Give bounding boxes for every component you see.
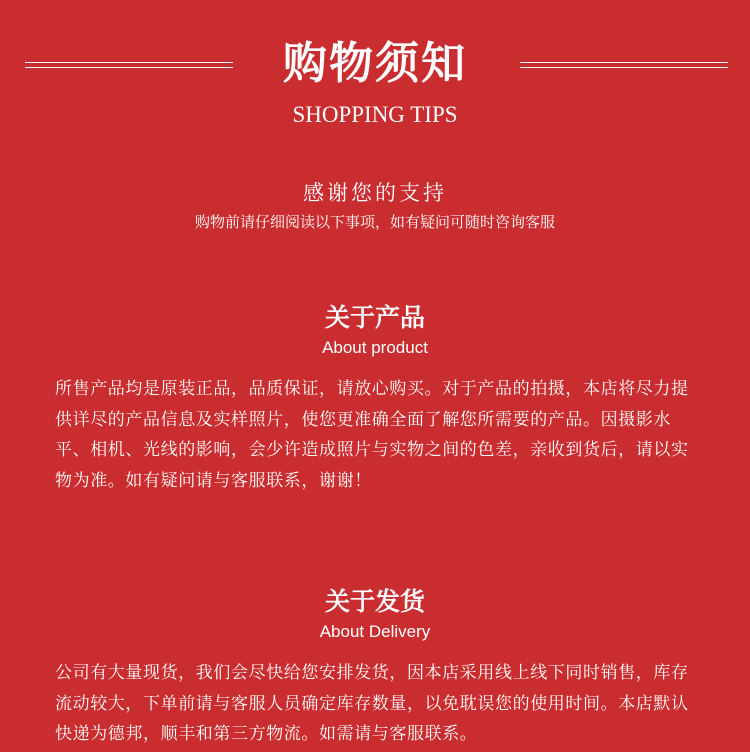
product-title-en: About product [322, 338, 428, 357]
right-divider-lines [520, 62, 728, 68]
product-section [0, 302, 750, 496]
product-title: 关于产品 [324, 303, 425, 332]
product-body: 所售产品均是原装正品，品质保证，请放心购买。对于产品的拍摄，本店将尽力提供详尽的产品信息及实样照片，使您更准确全面了解您所需要的产品。因摄影水平、相机、光线的影响，会少许造成照片与实物之间的色差，亲收到货后，请以实物为准。如有疑问请与客服联系，谢谢！ [55, 379, 689, 491]
delivery-body: 公司有大量现货，我们会尽快给您安排发货，因本店采用线上线下同时销售，库存流动较大，下单前请与客服人员确定库存数量，以免耽误您的使用时间。本店默认快递为德邦，顺丰和第三方物流。如需请与客服联系。 [55, 663, 689, 744]
header [0, 28, 750, 138]
thanks-subtitle: 购物前请仔细阅读以下事项，如有疑问可随时咨询客服 [194, 213, 555, 231]
delivery-section [0, 586, 750, 750]
thanks-block [0, 178, 750, 234]
page-subtitle-en: SHOPPING TIPS [292, 102, 458, 127]
delivery-title: 关于发货 [324, 587, 425, 616]
page-title: 购物须知 [283, 38, 467, 89]
thanks-title: 感谢您的支持 [303, 181, 447, 205]
delivery-title-en: About Delivery [319, 622, 431, 641]
